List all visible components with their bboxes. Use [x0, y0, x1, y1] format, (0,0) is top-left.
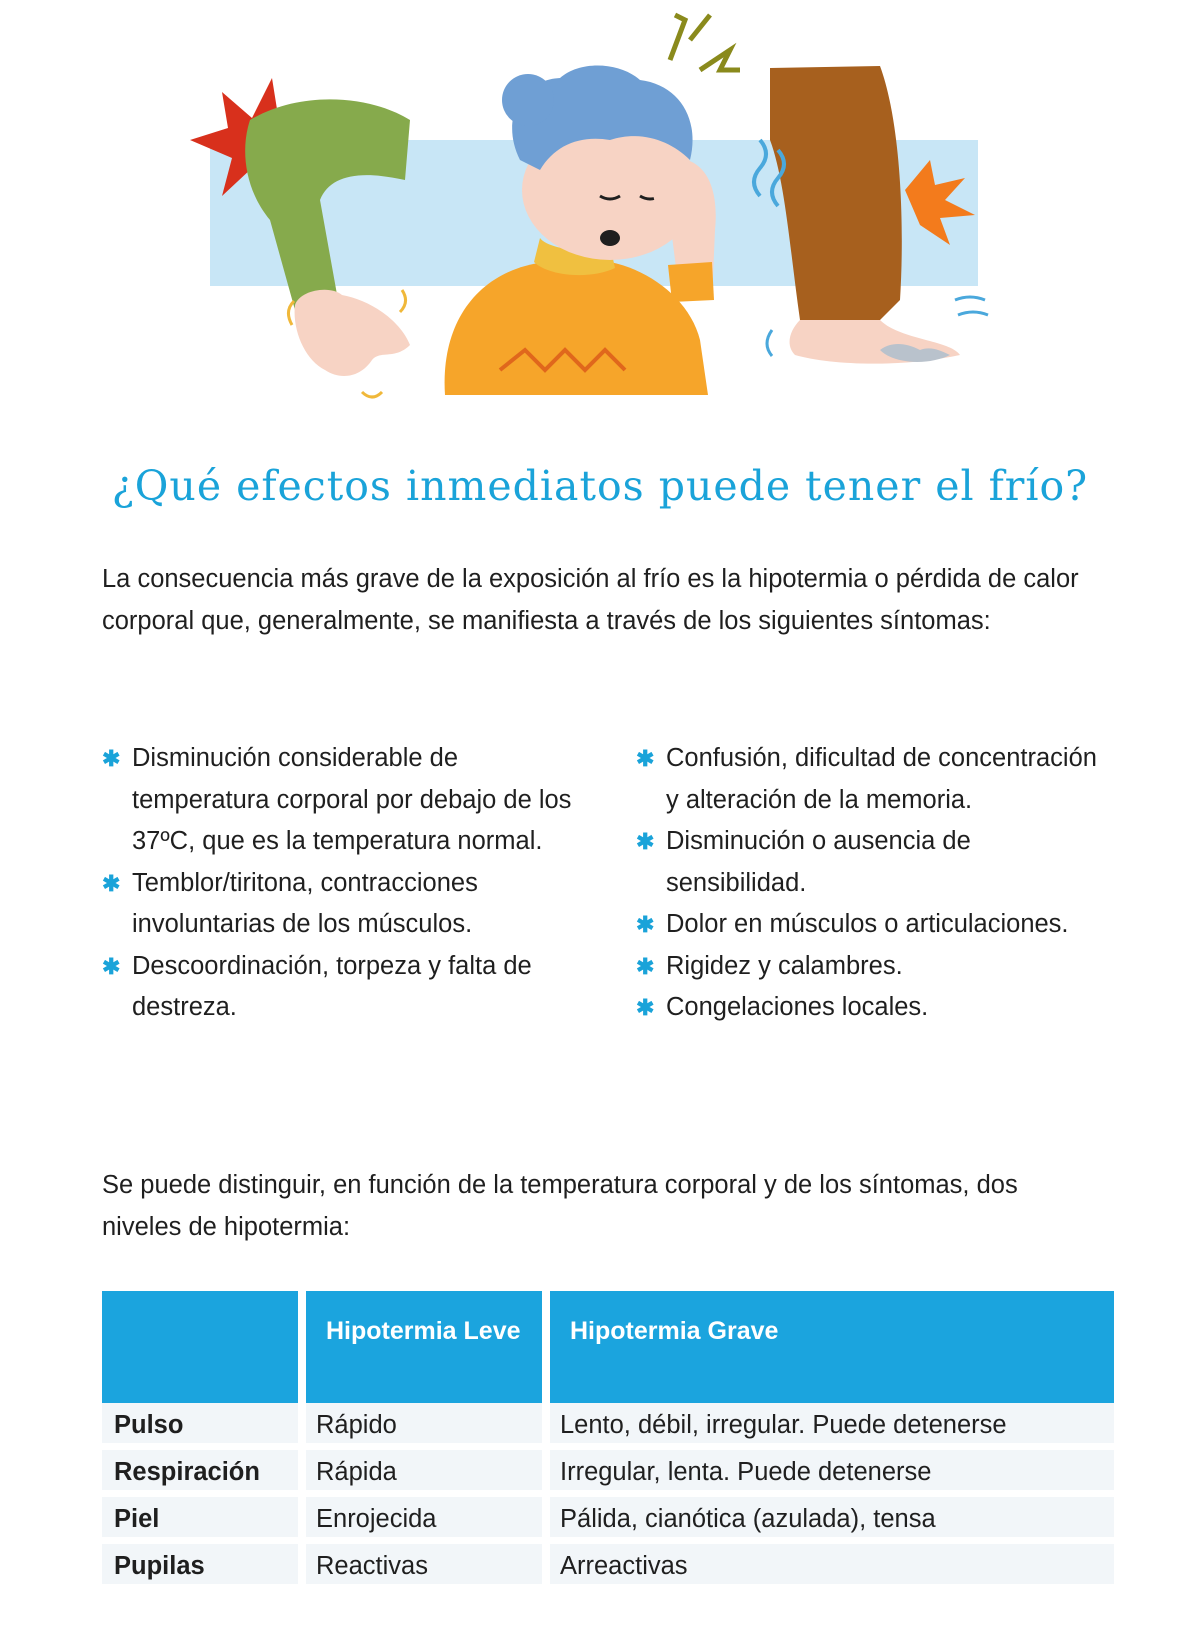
row-label: Pulso	[102, 1403, 298, 1450]
row-label: Piel	[102, 1497, 298, 1544]
outro-paragraph: Se puede distinguir, en función de la temperatura corporal y de los síntomas, dos niveles de hipotermia:	[102, 1171, 1018, 1241]
snowflake-icon: ✱	[636, 912, 655, 937]
header-empty	[102, 1291, 298, 1403]
list-item	[636, 821, 1106, 904]
list-item-text: Disminución considerable de temperatura corporal por debajo de los 37ºC, que es la temperatura normal.	[132, 744, 572, 855]
table-row	[102, 1450, 1114, 1497]
list-item-text: Temblor/tiritona, contracciones involuntarias de los músculos.	[132, 868, 478, 938]
mild-cell: Rápida	[306, 1450, 542, 1497]
snowflake-icon: ✱	[102, 953, 121, 979]
page-title: ¿Qué efectos inmediatos puede tener el frío?	[111, 462, 1089, 510]
list-item-text: Dolor en músculos o articulaciones.	[666, 910, 1069, 938]
severe-cell: Arreactivas	[550, 1544, 1114, 1591]
mild-cell: Rápido	[306, 1403, 542, 1450]
row-label: Respiración	[102, 1450, 298, 1497]
list-item	[636, 946, 1106, 988]
hypothermia-table	[94, 1291, 1122, 1591]
snowflake-icon: ✱	[102, 746, 121, 771]
header-severe: Hipotermia Grave	[550, 1291, 1114, 1403]
severe-cell: Pálida, cianótica (azulada), tensa	[550, 1497, 1114, 1544]
severe-cell: Irregular, lenta. Puede detenerse	[550, 1450, 1114, 1497]
snowflake-icon: ✱	[636, 829, 655, 854]
list-item	[102, 738, 582, 863]
symptoms-list-right	[636, 738, 1106, 1029]
cold-effects-illustration	[0, 0, 1200, 440]
list-item	[636, 738, 1106, 821]
row-label: Pupilas	[102, 1544, 298, 1591]
list-item-text: Congelaciones locales.	[666, 993, 929, 1021]
table-row	[102, 1544, 1114, 1591]
table-row	[102, 1497, 1114, 1544]
list-item	[102, 863, 582, 946]
table-header-row	[102, 1291, 1114, 1403]
cold-legs	[754, 66, 988, 364]
list-item	[102, 946, 582, 1029]
table-row	[102, 1403, 1114, 1450]
snowflake-icon: ✱	[636, 995, 655, 1020]
snowflake-icon: ✱	[636, 746, 655, 771]
list-item-text: Rigidez y calambres.	[666, 951, 903, 980]
list-item-text: Disminución o ausencia de sensibilidad.	[666, 827, 971, 897]
list-item	[636, 987, 1106, 1029]
intro-paragraph: La consecuencia más grave de la exposición al frío es la hipotermia o pérdida de calor corporal que, generalmente, se manifiesta a través de los siguientes síntomas:	[102, 565, 1079, 635]
mild-cell: Reactivas	[306, 1544, 542, 1591]
list-item	[636, 904, 1106, 946]
snowflake-icon: ✱	[102, 870, 121, 896]
list-item-text: Descoordinación, torpeza y falta de destreza.	[132, 951, 532, 1021]
symptoms-list-left	[102, 738, 582, 1029]
mild-cell: Enrojecida	[306, 1497, 542, 1544]
severe-cell: Lento, débil, irregular. Puede detenerse	[550, 1403, 1114, 1450]
header-mild: Hipotermia Leve	[306, 1291, 542, 1403]
list-item-text: Confusión, dificultad de concentración y alteración de la memoria.	[666, 744, 1097, 814]
snowflake-icon: ✱	[636, 953, 655, 979]
